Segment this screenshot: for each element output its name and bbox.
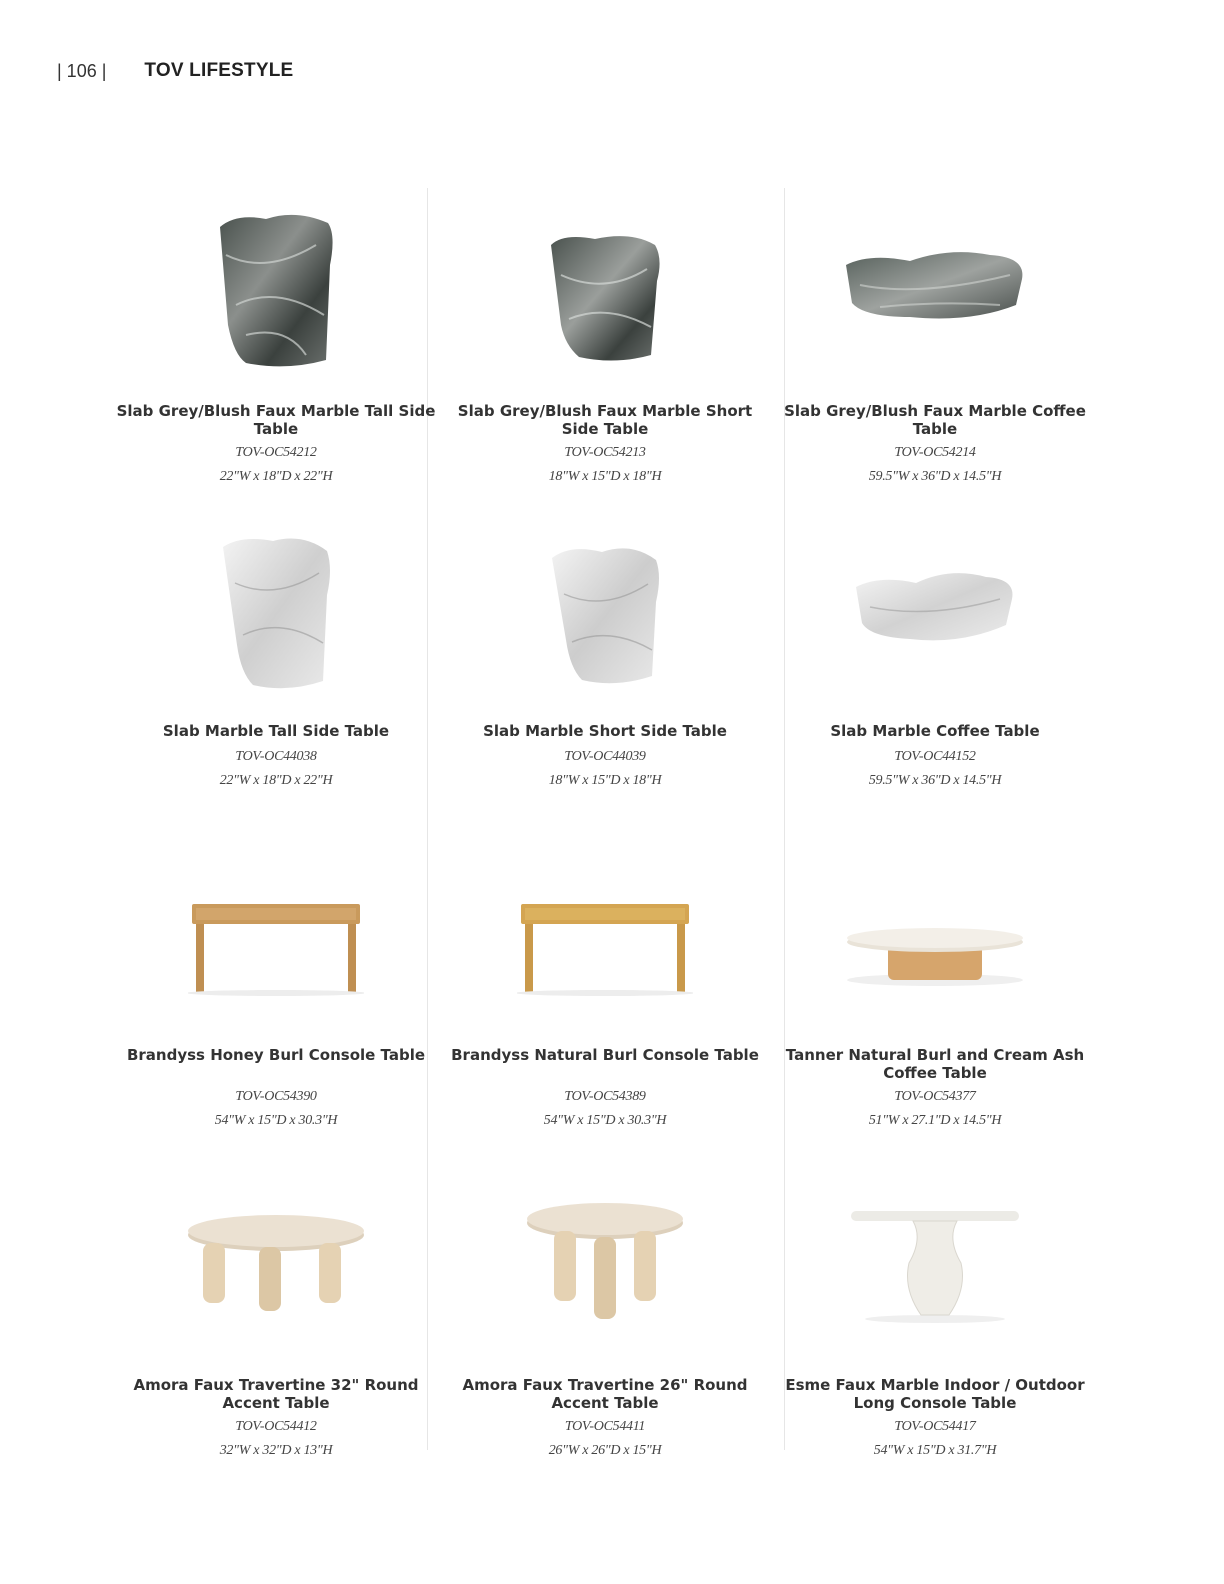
- product-dimensions: 22"W x 18"D x 22"H: [219, 469, 333, 484]
- product-image: [111, 1164, 441, 1364]
- page-header: [57, 58, 293, 84]
- product-name: Amora Faux Travertine 26" Round Accent Table: [462, 1376, 748, 1412]
- product-image: [770, 510, 1100, 710]
- product-image: [440, 510, 770, 710]
- product-name: Slab Marble Coffee Table: [830, 722, 1040, 740]
- product-dimensions: 18"W x 15"D x 18"H: [548, 469, 662, 484]
- product-dimensions: 54"W x 15"D x 31.7"H: [873, 1443, 997, 1458]
- product-name: Slab Marble Short Side Table: [483, 722, 727, 740]
- product-image: [770, 190, 1100, 390]
- product-dimensions: 26"W x 26"D x 15"H: [548, 1443, 662, 1458]
- product-name: Slab Grey/Blush Faux Marble Short Side Table: [457, 402, 753, 438]
- product-sku: TOV-OC44039: [564, 749, 646, 764]
- product-name: Slab Grey/Blush Faux Marble Tall Side Table: [116, 402, 436, 438]
- product-dimensions: 51"W x 27.1"D x 14.5"H: [868, 1113, 1002, 1128]
- product-name: Brandyss Natural Burl Console Table: [451, 1046, 759, 1064]
- brand-title: TOV LIFESTYLE: [144, 60, 294, 81]
- product-sku: TOV-OC54411: [564, 1419, 646, 1434]
- product-dimensions: 18"W x 15"D x 18"H: [548, 773, 662, 788]
- product-sku: TOV-OC54213: [564, 445, 646, 460]
- product-name: Slab Grey/Blush Faux Marble Coffee Table: [784, 402, 1086, 438]
- product-sku: TOV-OC44038: [235, 749, 317, 764]
- product-image: [770, 1164, 1100, 1364]
- page-number: | 106 |: [57, 60, 107, 81]
- product-dimensions: 54"W x 15"D x 30.3"H: [543, 1113, 667, 1128]
- product-sku: TOV-OC54390: [235, 1089, 317, 1104]
- product-dimensions: 59.5"W x 36"D x 14.5"H: [868, 773, 1002, 788]
- product-sku: TOV-OC54212: [235, 445, 317, 460]
- product-name: Amora Faux Travertine 32" Round Accent Table: [133, 1376, 419, 1412]
- product-image: [111, 510, 441, 710]
- product-name: Slab Marble Tall Side Table: [162, 722, 390, 740]
- product-name: Brandyss Honey Burl Console Table: [126, 1046, 426, 1064]
- product-image: [440, 846, 770, 1046]
- product-dimensions: 59.5"W x 36"D x 14.5"H: [868, 469, 1002, 484]
- product-dimensions: 32"W x 32"D x 13"H: [219, 1443, 333, 1458]
- product-sku: TOV-OC54417: [894, 1419, 976, 1434]
- product-sku: TOV-OC54389: [564, 1089, 646, 1104]
- product-image: [770, 846, 1100, 1046]
- product-image: [440, 1164, 770, 1364]
- product-sku: TOV-OC54214: [894, 445, 976, 460]
- product-image: [111, 190, 441, 390]
- product-sku: TOV-OC54412: [235, 1419, 317, 1434]
- product-dimensions: 22"W x 18"D x 22"H: [219, 773, 333, 788]
- product-image: [111, 846, 441, 1046]
- product-name: Tanner Natural Burl and Cream Ash Coffee Table: [785, 1046, 1085, 1082]
- product-sku: TOV-OC44152: [894, 749, 976, 764]
- product-sku: TOV-OC54377: [894, 1089, 976, 1104]
- product-image: [440, 190, 770, 390]
- product-dimensions: 54"W x 15"D x 30.3"H: [214, 1113, 338, 1128]
- product-name: Esme Faux Marble Indoor / Outdoor Long Console Table: [785, 1376, 1085, 1412]
